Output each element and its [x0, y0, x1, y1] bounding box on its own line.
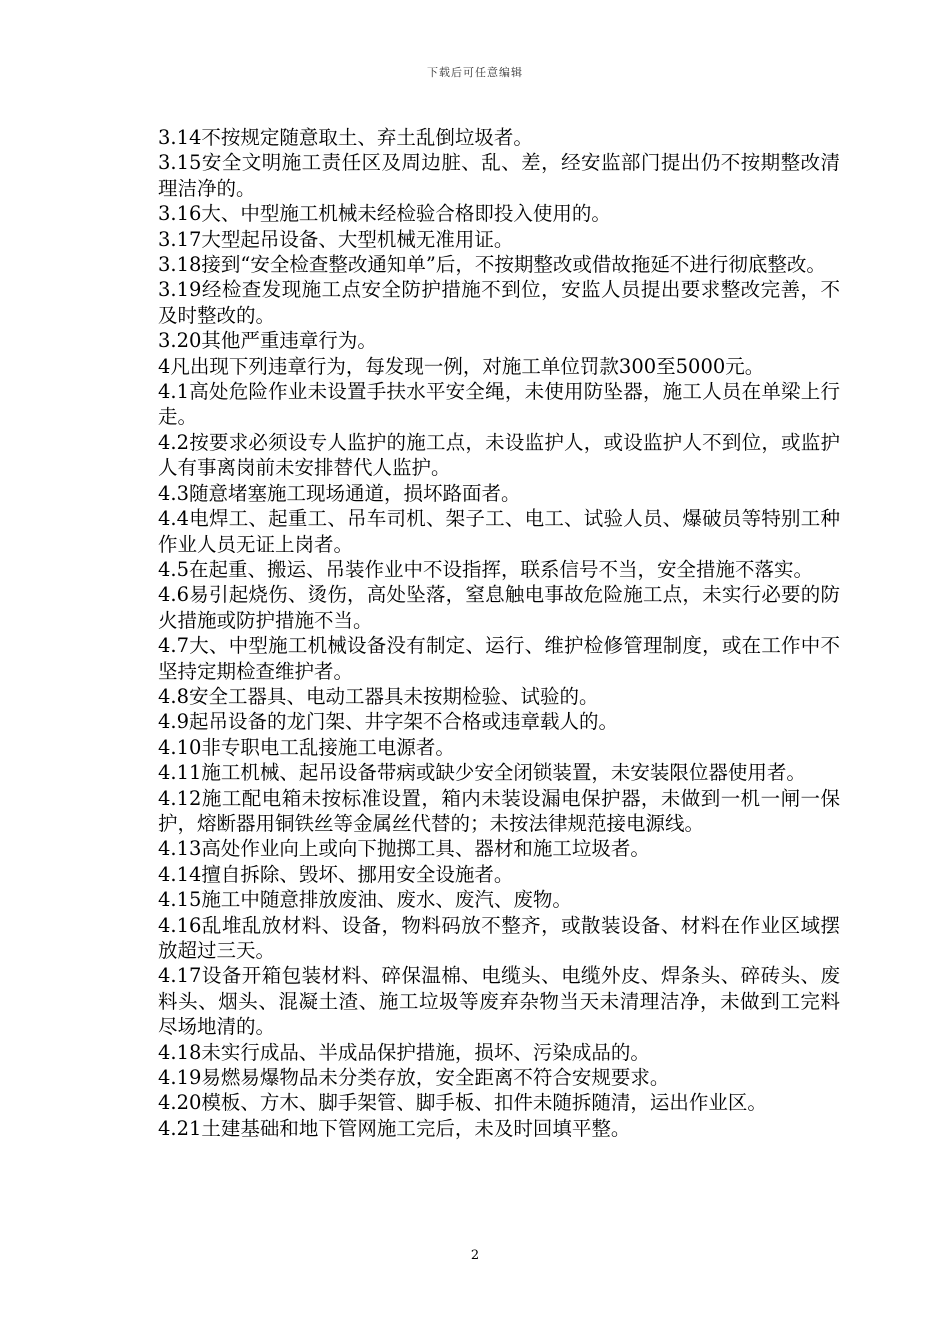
document-body	[158, 125, 840, 1141]
paragraph: 4.18未实行成品、半成品保护措施，损坏、污染成品的。	[158, 1040, 650, 1064]
paragraph: 4.12施工配电箱未按标准设置，箱内未装设漏电保护器，未做到一机一闸一保护，熔断器用铜铁丝等金属丝代替的；未按法律规范接电源线。	[158, 786, 840, 835]
paragraph: 4.15施工中随意排放废油、废水、废汽、废物。	[158, 888, 572, 912]
paragraph: 3.17大型起吊设备、大型机械无准用证。	[158, 227, 514, 251]
paragraph: 3.16大、中型施工机械未经检验合格即投入使用的。	[158, 202, 611, 226]
paragraph: 4凡出现下列违章行为，每发现一例，对施工单位罚款300至5000元。	[158, 354, 765, 378]
paragraph: 4.16乱堆乱放材料、设备，物料码放不整齐，或散装设备、材料在作业区域摆放超过三天。	[158, 913, 840, 962]
page-header: 下载后可任意编辑	[427, 66, 523, 79]
paragraph: 4.7大、中型施工机械设备没有制定、运行、维护检修管理制度，或在工作中不坚持定期检查维护者。	[158, 634, 840, 683]
paragraph: 4.14擅自拆除、毁坏、挪用安全设施者。	[158, 862, 514, 886]
paragraph: 4.3随意堵塞施工现场通道，损坏路面者。	[158, 481, 521, 505]
paragraph: 4.20模板、方木、脚手架管、脚手板、扣件未随拆随清，运出作业区。	[158, 1091, 767, 1115]
paragraph: 3.18接到“安全检查整改通知单”后，不按期整改或借故拖延不进行彻底整改。	[158, 253, 826, 277]
paragraph: 3.19经检查发现施工点安全防护措施不到位，安监人员提出要求整改完善，不及时整改的。	[158, 278, 840, 327]
paragraph: 4.8安全工器具、电动工器具未按期检验、试验的。	[158, 684, 599, 708]
page-number: 2	[470, 1248, 480, 1263]
paragraph: 4.2按要求必须设专人监护的施工点，未设监护人，或设监护人不到位，或监护人有事离岗前未安排替代人监护。	[158, 430, 840, 480]
paragraph: 4.10非专职电工乱接施工电源者。	[158, 735, 455, 759]
paragraph: 4.4电焊工、起重工、吊车司机、架子工、电工、试验人员、爆破员等特别工种作业人员无证上岗者。	[158, 507, 840, 556]
paragraph: 3.20其他严重违章行为。	[158, 329, 377, 353]
paragraph: 3.14不按规定随意取土、弃土乱倒垃圾者。	[158, 126, 533, 149]
paragraph: 4.17设备开箱包装材料、碎保温棉、电缆头、电缆外皮、焊条头、碎砖头、废料头、烟头、混凝土渣、施工垃圾等废弃杂物当天未清理洁净，未做到工完料尽场地清的。	[158, 964, 840, 1039]
paragraph: 4.19易燃易爆物品未分类存放，安全距离不符合安规要求。	[158, 1066, 670, 1090]
paragraph: 4.6易引起烧伤、烫伤，高处坠落，窒息触电事故危险施工点，未实行必要的防火措施或防护措施不当。	[158, 583, 840, 632]
paragraph: 4.9起吊设备的龙门架、井字架不合格或违章载人的。	[158, 710, 619, 734]
paragraph: 4.1高处危险作业未设置手扶水平安全绳，未使用防坠器，施工人员在单梁上行走。	[158, 380, 840, 429]
paragraph: 3.15安全文明施工责任区及周边脏、乱、差，经安监部门提出仍不按期整改清理洁净的。	[158, 151, 840, 200]
paragraph: 4.13高处作业向上或向下抛掷工具、器材和施工垃圾者。	[158, 837, 650, 861]
paragraph: 4.5在起重、搬运、吊装作业中不设指挥，联系信号不当，安全措施不落实。	[158, 557, 814, 581]
paragraph: 4.21土建基础和地下管网施工完后，未及时回填平整。	[158, 1116, 631, 1140]
paragraph: 4.11施工机械、起吊设备带病或缺少安全闭锁装置，未安装限位器使用者。	[158, 761, 806, 785]
